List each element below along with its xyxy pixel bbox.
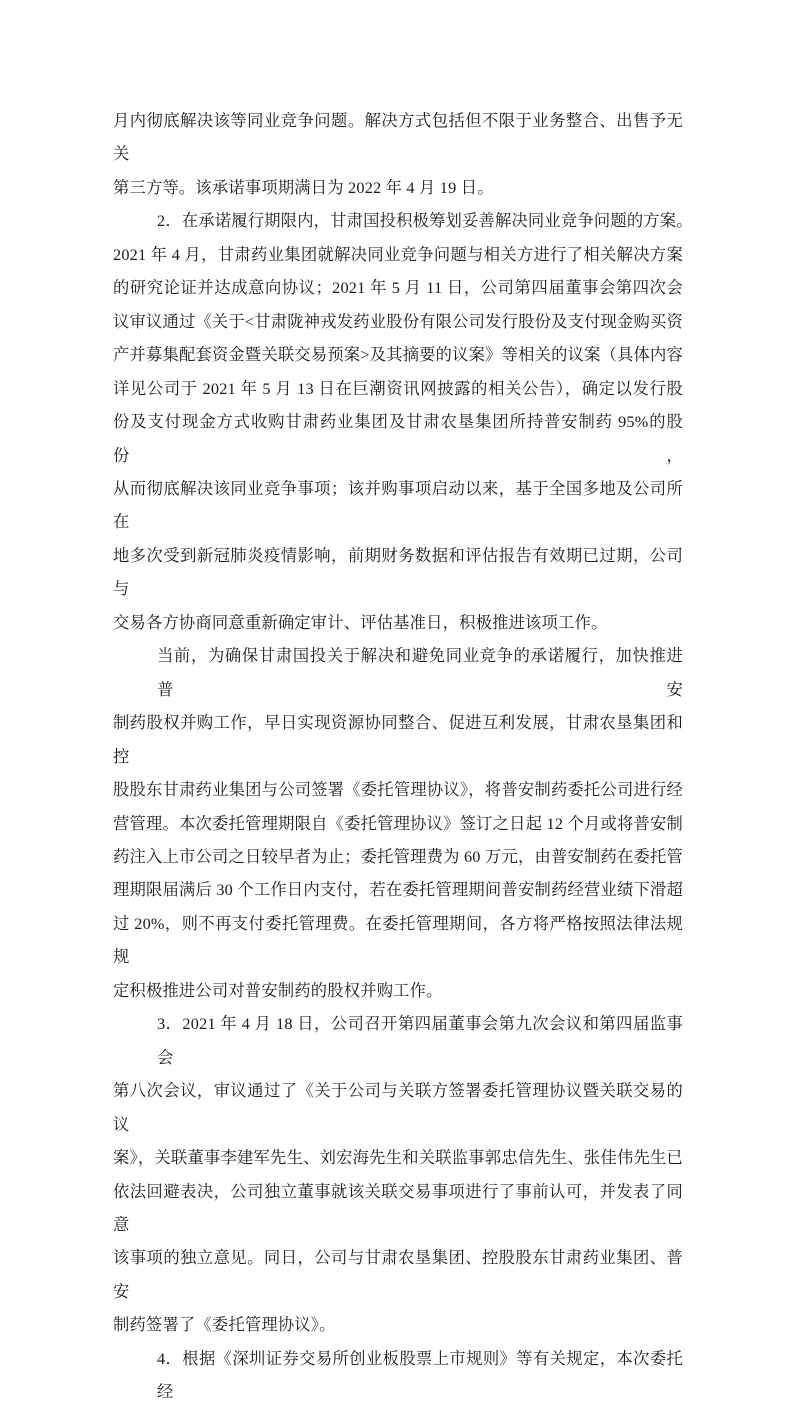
text-line: 份及支付现金方式收购甘肃药业集团及甘肃农垦集团所持普安制药 95%的股份， (113, 412, 683, 465)
paragraph-item-4-listing-rules (113, 1342, 683, 1409)
text-line: 详见公司于 2021 年 5 月 13 日在巨潮资讯网披露的相关公告），确定以发行股 (113, 378, 683, 398)
text-line: 营管理。本次委托管理期限自《委托管理协议》签订之日起 12 个月或将普安制 (113, 813, 683, 833)
text-line: 交易各方协商同意重新确定审计、评估基准日，积极推进该项工作。 (113, 612, 608, 632)
text-line: 议审议通过《关于<甘肃陇神戎发药业股份有限公司发行股份及支付现金购买资 (113, 311, 683, 331)
text-line: 第三方等。该承诺事项期满日为 2022 年 4 月 19 日。 (113, 177, 494, 197)
paragraph-item-2-plan (113, 204, 693, 639)
text-line: 3．2021 年 4 月 18 日，公司召开第四届董事会第九次会议和第四届监事会 (157, 1014, 683, 1067)
text-line: 从而彻底解决该同业竞争事项；该并购事项启动以来，基于全国多地及公司所在 (113, 478, 683, 532)
text-line: 过 20%，则不再支付委托管理费。在委托管理期间，各方将严格按照法律法规规 (113, 913, 683, 967)
text-line: 月内彻底解决该等同业竞争问题。解决方式包括但不限于业务整合、出售予无关 (113, 111, 683, 164)
text-line: 的研究论证并达成意向协议；2021 年 5 月 11 日，公司第四届董事会第四次会 (113, 278, 683, 298)
text-line: 2．在承诺履行期限内，甘肃国投积极筹划妥善解决同业竞争问题的方案。 (157, 211, 693, 231)
text-line: 当前，为确保甘肃国投关于解决和避免同业竞争的承诺履行，加快推进普安 (157, 646, 683, 699)
document-body (113, 104, 693, 1409)
text-line: 2021 年 4 月，甘肃药业集团就解决同业竞争问题与相关方进行了相关解决方案 (113, 244, 683, 264)
text-line: 定积极推进公司对普安制药的股权并购工作。 (113, 980, 443, 1000)
text-line: 药注入上市公司之日较早者为止；委托管理费为 60 万元，由普安制药在委托管 (113, 846, 683, 866)
text-line: 4．根据《深圳证券交易所创业板股票上市规则》等有关规定，本次委托经 (157, 1348, 683, 1402)
text-line: 案》，关联董事李建军先生、刘宏海先生和关联监事郭忠信先生、张佳伟先生已 (113, 1148, 683, 1168)
text-line: 制药股权并购工作，早日实现资源协同整合、促进互利发展，甘肃农垦集团和控 (113, 713, 683, 766)
text-line: 制药签署了《委托管理协议》。 (113, 1315, 336, 1335)
text-line: 产并募集配套资金暨关联交易预案>及其摘要的议案》等相关的议案（具体内容 (113, 345, 683, 365)
text-line: 依法回避表决，公司独立董事就该关联交易事项进行了事前认可，并发表了同意 (113, 1181, 683, 1234)
text-line: 地多次受到新冠肺炎疫情影响，前期财务数据和评估报告有效期已过期，公司与 (113, 545, 683, 599)
text-line: 第八次会议，审议通过了《关于公司与关联方签署委托管理协议暨关联交易的议 (113, 1081, 683, 1134)
text-line: 股股东甘肃药业集团与公司签署《委托管理协议》，将普安制药委托公司进行经 (113, 780, 683, 800)
paragraph-entrusted-management (113, 639, 683, 1007)
paragraph-item-3-board-meeting (113, 1007, 683, 1342)
text-line: 该事项的独立意见。同日，公司与甘肃农垦集团、控股股东甘肃药业集团、普安 (113, 1248, 683, 1301)
text-line: 理期限届满后 30 个工作日内支付，若在委托管理期间普安制药经营业绩下滑超 (113, 880, 683, 900)
paragraph-continuation-commitment (113, 104, 683, 204)
